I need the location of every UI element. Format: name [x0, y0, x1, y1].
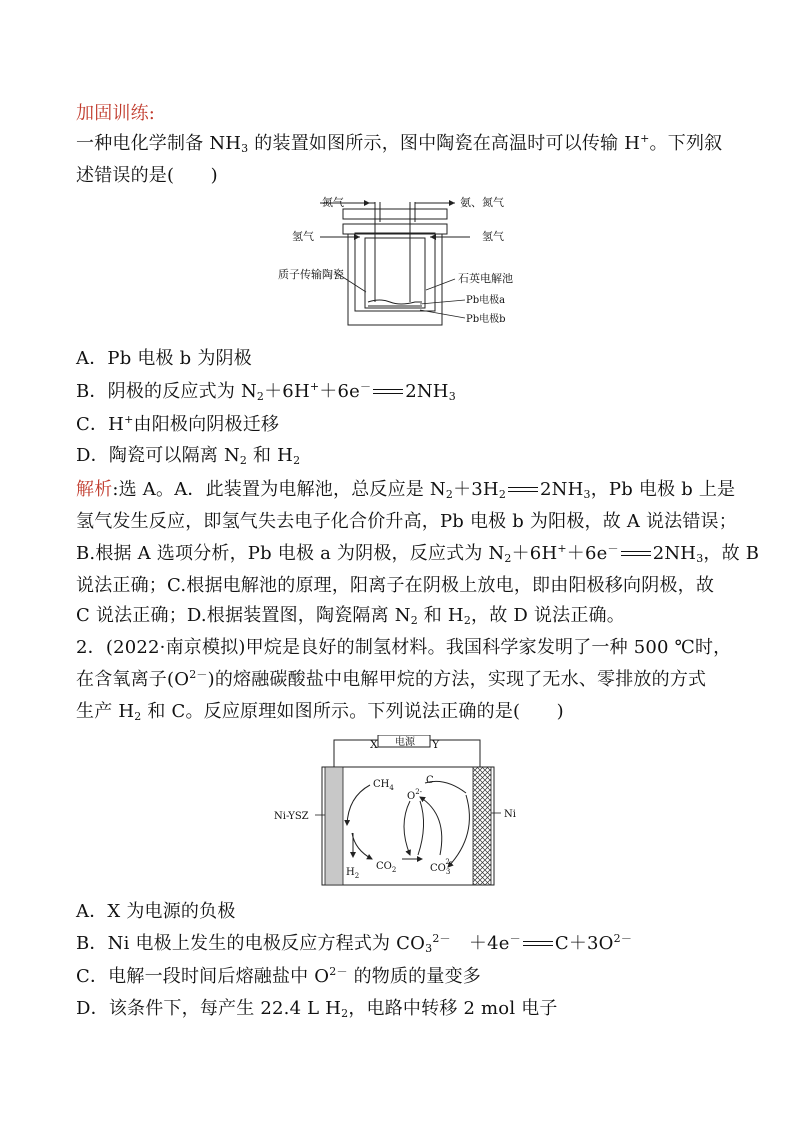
- equals-arrow-icon: [521, 938, 555, 948]
- q2-stem-line2: 在含氧离子$(O^{2-})$的熔融碳酸盐中电解甲烷的方法，实现了无水、零排放的方式: [76, 668, 707, 690]
- q2-option-d: D．该条件下，每产生 22.4 L $H_2$，电路中转移 2 mol 电子: [76, 998, 558, 1020]
- q1-label-hydrogen-right: 氢气: [482, 230, 504, 243]
- carbon-label: C: [426, 775, 434, 786]
- terminal-y-label: Y: [432, 738, 440, 751]
- q1-electrolysis-cell-figure: [270, 192, 530, 334]
- section-title: 加固训练:: [76, 103, 156, 124]
- equals-arrow-icon: [619, 548, 653, 558]
- ni-label: Ni: [504, 809, 516, 820]
- q2-stem-line3: 生产 $H_2$ 和 C。反应原理如图所示。下列说法正确的是( ): [76, 701, 564, 723]
- q1-analysis-line1: 解析:选 A。A．此装置为电解池，总反应是 $N_2+3H_2$ $2NH_3$，Pb 电极 b 上是: [76, 479, 736, 501]
- q1-label-ammonia-nitrogen: 氨、氮气: [460, 196, 504, 209]
- q1-analysis-line4: 说法正确；C.根据电解池的原理，阳离子在阴极上放电，即由阳极移向阴极，故: [76, 575, 715, 596]
- q2-stem-line1: 2．(2022·南京模拟)甲烷是良好的制氢材料。我国科学家发明了一种 500 ℃时，: [76, 637, 732, 658]
- q1-stem-line2: 述错误的是( ): [76, 165, 218, 186]
- q1-analysis-line2: 氢气发生反应，即氢气失去电子化合价升高，Pb 电极 b 为阳极，故 A 说法错误；: [76, 511, 737, 532]
- co2-label: $CO_2$: [376, 861, 397, 874]
- analysis-label: 解析: [76, 479, 113, 500]
- q1-label-hydrogen-left: 氢气: [292, 230, 314, 243]
- q1-label-quartz-cell: 石英电解池: [458, 272, 513, 285]
- ni-electrode: [473, 767, 491, 885]
- q1-option-b: B．阴极的反应式为 $N_2+6H^++6e^-$ $2NH_3$: [76, 380, 456, 403]
- h2-label: $H_2$: [346, 867, 360, 880]
- ch4-label: $CH_4$: [373, 779, 394, 792]
- q1-label-ceramic: 质子传输陶瓷: [278, 268, 344, 281]
- carbonate-label: $CO_32-$: [430, 858, 453, 876]
- q1-label-nitrogen: 氮气: [322, 196, 344, 209]
- ni-ysz-electrode: [325, 767, 343, 885]
- equals-arrow-icon: [371, 386, 405, 396]
- q1-analysis-line5: C 说法正确；D.根据装置图，陶瓷隔离 $N_2$ 和 $H_2$，故 D 说法正确。: [76, 605, 625, 627]
- q2-electrolysis-figure: [270, 735, 530, 890]
- q1-label-pb-a: Pb电极a: [466, 295, 506, 306]
- q1-label-pb-b: Pb电极b: [466, 314, 506, 325]
- q1-analysis-line3: B.根据 A 选项分析，Pb 电极 a 为阴极，反应式为 $N_2+6H^++6e^-$ $2NH_3$，故 B: [76, 542, 760, 565]
- ni-ysz-label: Ni-YSZ: [274, 811, 309, 822]
- q1-option-d: D．陶瓷可以隔离 $N_2$ 和 $H_2$: [76, 445, 301, 467]
- q2-option-b: B．Ni 电极上发生的电极反应方程式为 $CO_3^{2-}$ ＋4e－ $C+3O^{2-}$: [76, 932, 633, 955]
- q2-option-a: A．X 为电源的负极: [76, 901, 236, 922]
- terminal-x-label: X: [370, 738, 378, 751]
- oxide-ion-label: $O^{2-}$: [407, 788, 423, 802]
- equals-arrow-icon: [506, 484, 540, 494]
- power-supply-label: 电源: [395, 737, 415, 748]
- q2-option-c: C．电解一段时间后熔融盐中 $O^{2-}$ 的物质的量变多: [76, 965, 481, 987]
- q1-stem-line1: 一种电化学制备 $NH_3$ 的装置如图所示，图中陶瓷在高温时可以传输 H+。下列叙: [76, 132, 723, 155]
- q1-option-c: C．H+由阳极向阴极迁移: [76, 413, 280, 435]
- q1-option-a: A．Pb 电极 b 为阴极: [76, 348, 252, 369]
